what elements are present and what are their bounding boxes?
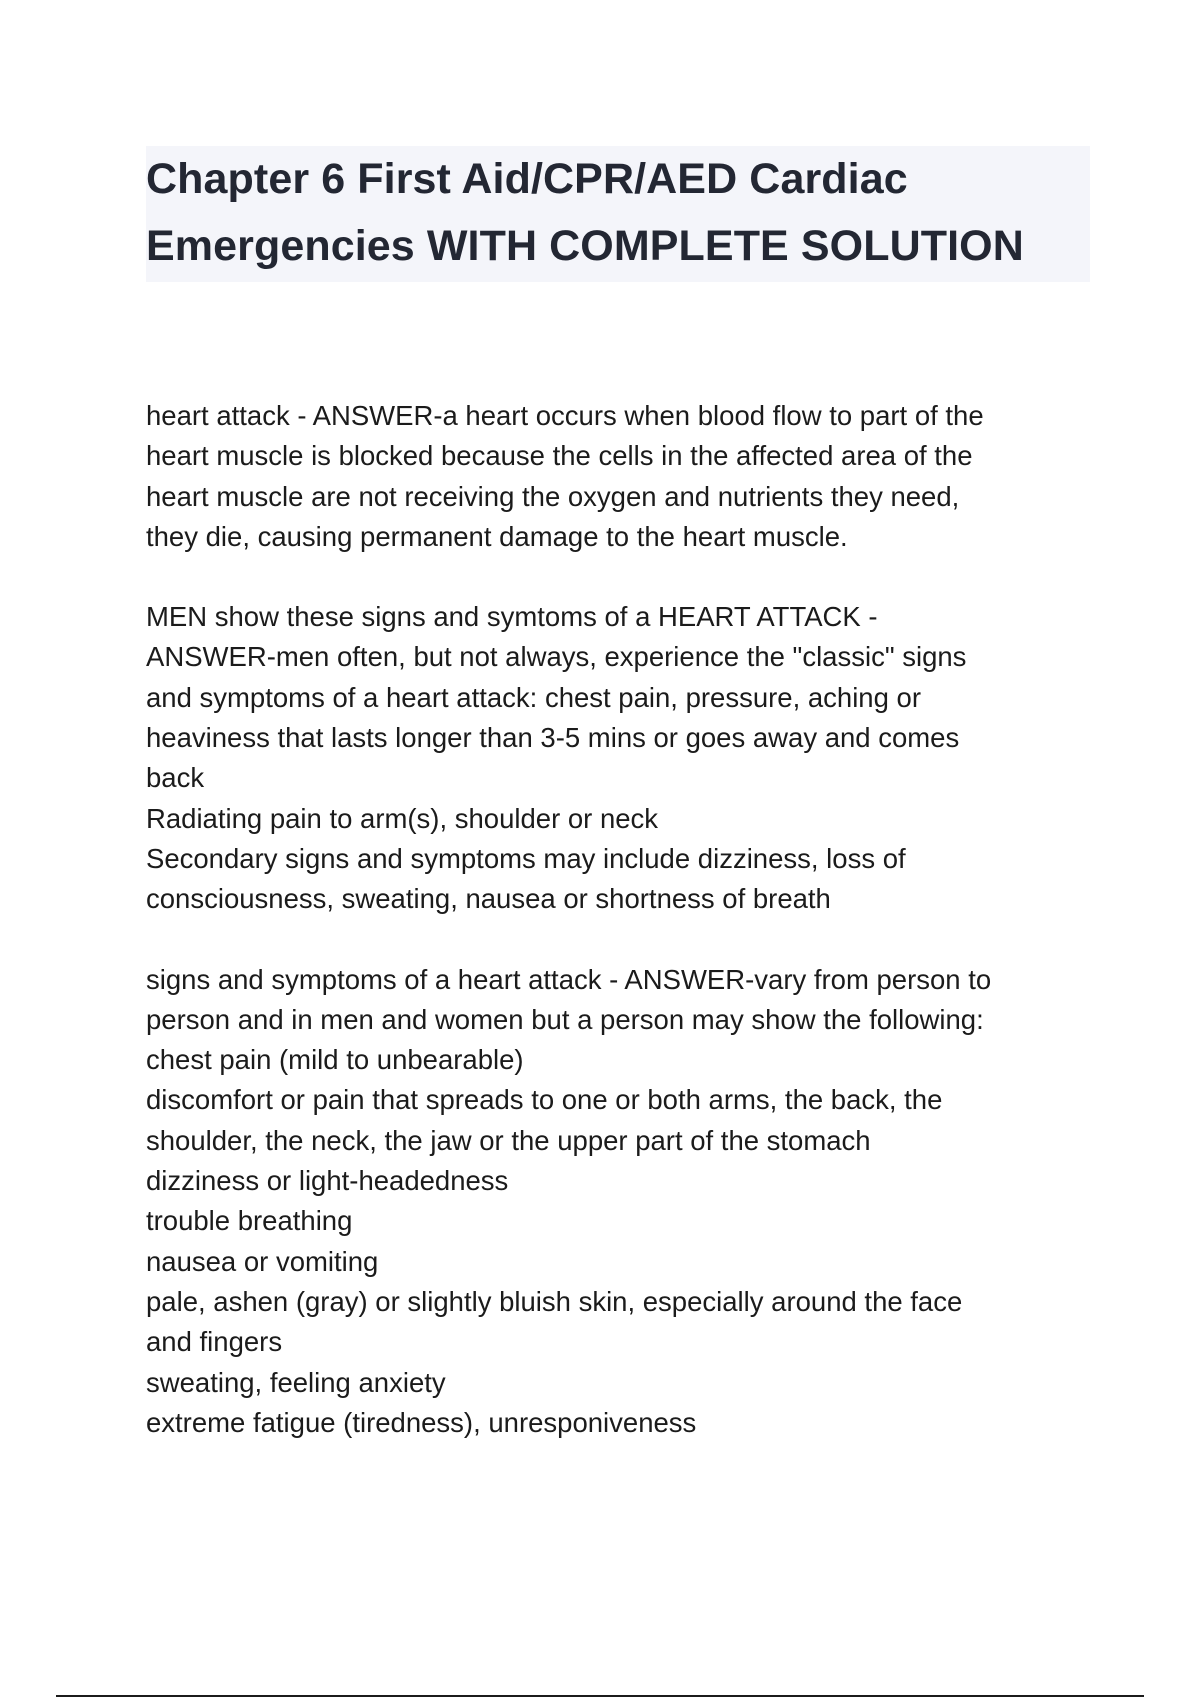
entry-line: chest pain (mild to unbearable) [146,1044,524,1076]
entry-line: and symptoms of a heart attack: chest pain, pressure, aching or [146,681,921,713]
entry-line: and fingers [146,1326,283,1358]
footer-divider [56,1695,1144,1697]
qa-entry-men-signs [146,597,1096,919]
entry-line: pale, ashen (gray) or slightly bluish skin, especially around the face [146,1285,963,1317]
entry-line: discomfort or pain that spreads to one or both arms, the back, the [146,1084,943,1116]
document-body [146,396,1096,1483]
entry-line: ANSWER-men often, but not always, experience the "classic" signs [146,641,967,673]
title-line-1: Chapter 6 First Aid/CPR/AED Cardiac [146,155,908,203]
entry-line: person and in men and women but a person may show the following: [146,1003,984,1035]
title-line-2: Emergencies WITH COMPLETE SOLUTION [146,222,1024,270]
entry-line: shoulder, the neck, the jaw or the upper part of the stomach [146,1124,871,1156]
entry-line: signs and symptoms of a heart attack - ANSWER-vary from person to [146,963,992,995]
title-block [146,146,1090,282]
entry-line: heaviness that lasts longer than 3-5 mins or goes away and comes [146,722,960,754]
qa-entry-signs-symptoms [146,960,1096,1444]
entry-line: trouble breathing [146,1205,353,1237]
entry-line: MEN show these signs and symtoms of a HEART ATTACK - [146,601,878,633]
entry-line: dizziness or light-headedness [146,1165,509,1197]
entry-line: heart muscle is blocked because the cells in the affected area of the [146,440,973,472]
entry-line: Radiating pain to arm(s), shoulder or neck [146,802,659,834]
entry-line: Secondary signs and symptoms may include dizziness, loss of [146,842,906,874]
qa-entry-heart-attack [146,396,1096,557]
entry-line: sweating, feeling anxiety [146,1366,446,1398]
entry-line: extreme fatigue (tiredness), unresponiveness [146,1406,697,1438]
entry-line: consciousness, sweating, nausea or shortness of breath [146,883,831,915]
entry-line: they die, causing permanent damage to the heart muscle. [146,520,848,552]
document-title [146,146,1090,280]
entry-line: heart muscle are not receiving the oxygen and nutrients they need, [146,480,960,512]
entry-line: back [146,762,205,794]
entry-line: nausea or vomiting [146,1245,379,1277]
entry-line: heart attack - ANSWER-a heart occurs when blood flow to part of the [146,400,984,431]
